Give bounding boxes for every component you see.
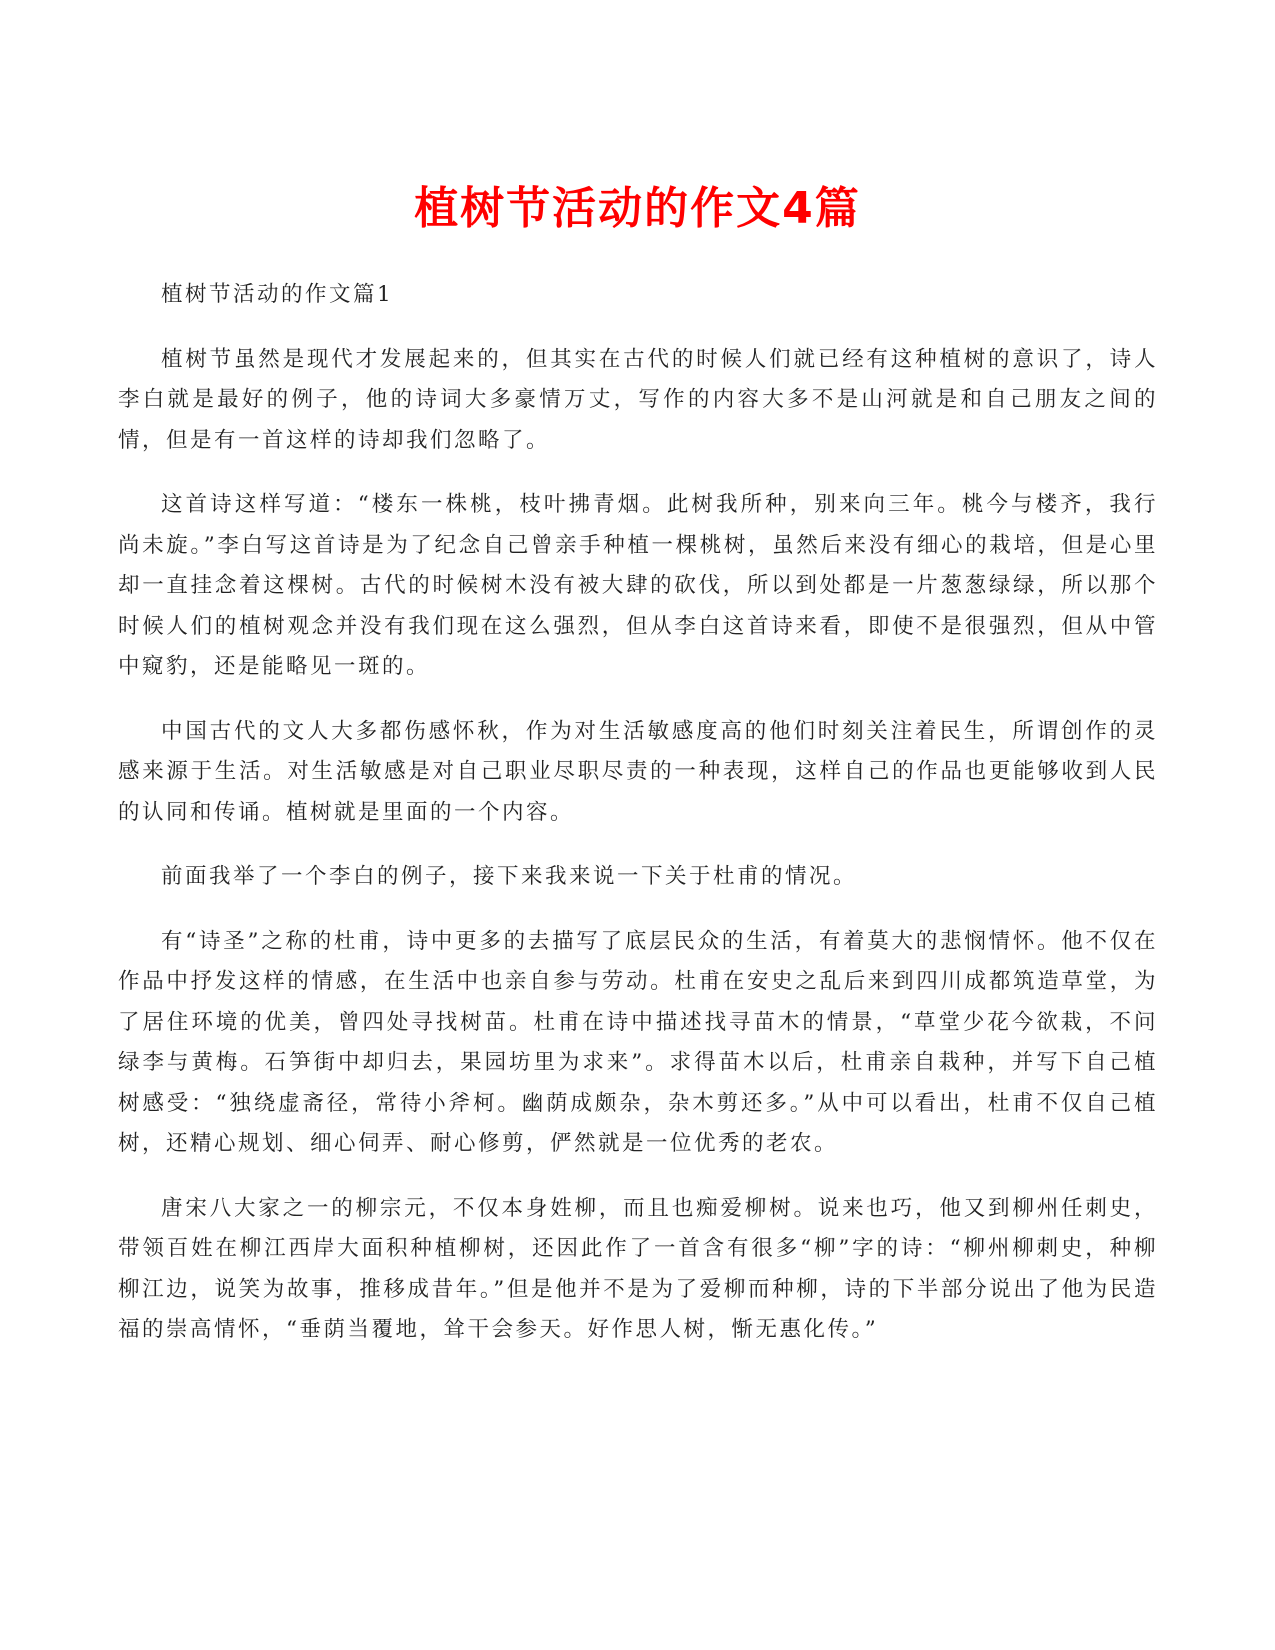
paragraph: 前面我举了一个李白的例子，接下来我来说一下关于杜甫的情况。: [161, 864, 858, 889]
section-heading: 植树节活动的作文篇1: [161, 282, 394, 307]
paragraph: 这首诗这样写道：“楼东一株桃，枝叶拂青烟。此树我所种，别来向三年。桃今与楼齐，我行尚未旋。”李白写这首诗是为了纪念自己曾亲手种植一棵桃树，虽然后来没有细心的栽培，但是心里却一直挂念着这棵树。古代的时候树木没有被大肆的砍伐，所以到处都是一片葱葱绿绿，所以那个时候人们的植树观念并没有我们现在这么强烈，但从李白这首诗来看，即使不是很强烈，但从中管中窥豹，还是能略见一斑的。: [118, 492, 1158, 679]
paragraph: 唐宋八大家之一的柳宗元，不仅本身姓柳，而且也痴爱柳树。说来也巧，他又到柳州任刺史，带领百姓在柳江西岸大面积种植柳树，还因此作了一首含有很多“柳”字的诗：“柳州柳刺史，种柳柳江边，说笑为故事，推移成昔年。”但是他并不是为了爱柳而种柳，诗的下半部分说出了他为民造福的崇高情怀，“垂荫当覆地，耸干会参天。好作思人树，惭无惠化传。”: [118, 1195, 1158, 1342]
paragraph: 中国古代的文人大多都伤感怀秋，作为对生活敏感度高的他们时刻关注着民生，所谓创作的灵感来源于生活。对生活敏感是对自己职业尽职尽责的一种表现，这样自己的作品也更能够收到人民的认同和传诵。植树就是里面的一个内容。: [118, 718, 1158, 825]
paragraph: 有“诗圣”之称的杜甫，诗中更多的去描写了底层民众的生活，有着莫大的悲悯情怀。他不仅在作品中抒发这样的情感，在生活中也亲自参与劳动。杜甫在安史之乱后来到四川成都筑造草堂，为了居住环境的优美，曾四处寻找树苗。杜甫在诗中描述找寻苗木的情景，“草堂少花今欲栽，不问绿李与黄梅。石笋街中却归去，果园坊里为求来”。求得苗木以后，杜甫亲自栽种，并写下自己植树感受：“独绕虚斋径，常待小斧柯。幽荫成颇杂，杂木剪还多。”从中可以看出，杜甫不仅自己植树，还精心规划、细心伺弄、耐心修剪，俨然就是一位优秀的老农。: [118, 928, 1158, 1156]
document-body: [118, 275, 1158, 1375]
paragraph: 植树节虽然是现代才发展起来的，但其实在古代的时候人们就已经有这种植树的意识了，诗人李白就是最好的例子，他的诗词大多豪情万丈，写作的内容大多不是山河就是和自己朋友之间的情，但是有一首这样的诗却我们忽略了。: [118, 346, 1158, 453]
document-title: 植树节活动的作文4篇: [414, 183, 861, 234]
